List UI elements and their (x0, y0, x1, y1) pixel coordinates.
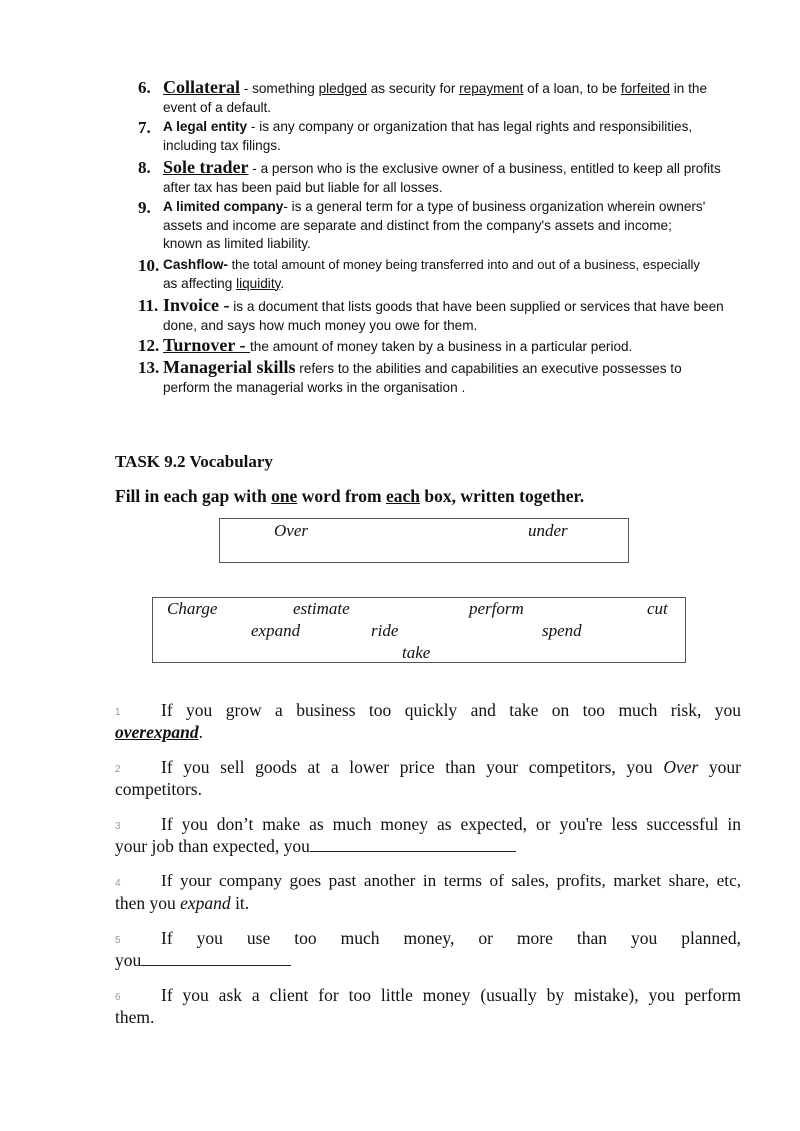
box-word: Over (274, 521, 308, 540)
definition-text: - is a general term for a type of business organization wherein owners' (283, 199, 706, 214)
question-item (115, 984, 741, 1028)
definition-text: something (252, 81, 319, 96)
prefix-word-box (219, 518, 629, 563)
instruction-underlined: each (385, 486, 420, 506)
definition-text: perform the managerial works in the organisation . (163, 379, 466, 395)
separator: - (239, 81, 253, 96)
question-number: 1 (115, 707, 121, 718)
box-word: cut (647, 599, 668, 618)
question-number: 3 (115, 821, 121, 832)
definition-text: as affecting (163, 275, 237, 291)
box-word: perform (469, 599, 524, 618)
question-line: you (115, 950, 142, 970)
question-text (115, 984, 741, 1006)
underlined-word: pledged (318, 81, 367, 96)
question-line: your job than expected, you (115, 836, 310, 856)
definition-item (138, 78, 748, 118)
definition-text: the total amount of money being transferred into and out of a business, especially (227, 257, 700, 272)
question-line: . (198, 722, 203, 742)
definition-item (138, 118, 748, 158)
question-item (115, 870, 741, 914)
box-word: take (402, 643, 431, 662)
definition-text: assets and income are separate and distinct from the company's assets and income; (163, 217, 672, 233)
question-line: If your company goes past another in terms of sales, profits, market share, etc, (161, 871, 741, 890)
question-line: If you grow a business too quickly and take on too much risk, you (161, 700, 741, 720)
definition-item (138, 296, 748, 336)
item-number: 13. (138, 358, 160, 377)
question-number: 4 (115, 878, 121, 889)
question-text (115, 927, 741, 949)
question-line: your (698, 757, 742, 777)
term-legal-entity: A legal entity (163, 119, 248, 134)
definition-text: event of a default. (163, 99, 272, 115)
question-text (115, 813, 741, 835)
answer-text: expand (180, 893, 231, 913)
box-word: under (528, 521, 568, 540)
question-text (115, 870, 741, 892)
question-line: competitors. (115, 779, 202, 799)
question-line: then you (115, 893, 181, 913)
question-text (115, 756, 741, 778)
term-turnover: Turnover - (163, 335, 251, 355)
definition-item (138, 336, 748, 358)
definition-text: of a loan, to be (523, 81, 621, 96)
definition-text: - a person who is the exclusive owner of a business, entitled to keep all profits (248, 161, 721, 176)
definition-text: in the (670, 81, 708, 96)
definition-item (138, 358, 748, 398)
question-line: If you sell goods at a lower price than your competitors, you (161, 757, 653, 777)
term-invoice: Invoice - (163, 295, 230, 315)
term-limited-company: A limited company (163, 199, 284, 214)
question-line: it. (230, 893, 250, 913)
definition-text: the amount of money taken by a business in a particular period. (250, 339, 633, 354)
underlined-word: forfeited (620, 81, 670, 96)
instruction-underlined: one (271, 486, 298, 506)
definition-item (138, 198, 748, 256)
question-item (115, 813, 741, 857)
definition-text: . (280, 275, 285, 291)
question-number: 2 (115, 764, 121, 775)
question-text (115, 699, 741, 721)
instruction-text: box, written together. (419, 486, 585, 506)
box-word: expand (251, 621, 301, 640)
question-item (115, 699, 741, 743)
verb-word-box (152, 597, 686, 663)
definition-text: - is any company or organization that has legal rights and responsibilities, (247, 119, 693, 134)
definition-text: done, and says how much money you owe for them. (163, 317, 478, 333)
box-word: Charge (167, 599, 218, 618)
definition-text: known as limited liability. (163, 236, 311, 251)
definition-text: is a document that lists goods that have been supplied or services that have been (229, 299, 724, 314)
item-number: 10. (138, 256, 160, 275)
definition-text: refers to the abilities and capabilities an executive possesses to (295, 361, 682, 376)
term-cashflow: Cashflow- (163, 257, 228, 272)
instruction-text: word from (297, 486, 386, 506)
question-line: If you use too much money, or more than you planned, (161, 928, 741, 948)
item-number: 9. (138, 198, 151, 217)
question-line: If you ask a client for too little money (usually by mistake), you perform (161, 985, 741, 1005)
instruction-text: Fill in each gap with (115, 486, 272, 506)
answer-text: Over (663, 757, 699, 777)
item-number: 7. (138, 118, 151, 137)
box-word: estimate (293, 599, 350, 618)
definition-text: including tax filings. (163, 137, 281, 153)
question-item (115, 756, 741, 800)
term-managerial-skills: Managerial skills (163, 357, 296, 377)
item-number: 11. (138, 296, 159, 315)
item-number: 8. (138, 158, 151, 177)
task-instruction (115, 486, 584, 507)
underlined-word: repayment (459, 81, 524, 96)
underlined-word: liquidity (236, 275, 281, 291)
answer-blank[interactable] (310, 837, 516, 852)
question-number: 6 (115, 992, 121, 1003)
answer-text: overexpand (115, 722, 199, 742)
definition-item (138, 158, 748, 198)
definition-list (138, 78, 748, 398)
answer-blank[interactable] (141, 951, 291, 966)
term-sole-trader: Sole trader (163, 157, 249, 177)
question-item (115, 927, 741, 971)
definition-item (138, 256, 748, 296)
item-number: 6. (138, 78, 151, 97)
task-title: TASK 9.2 Vocabulary (115, 452, 273, 471)
question-number: 5 (115, 935, 121, 946)
item-number: 12. (138, 336, 160, 355)
question-line: them. (115, 1007, 155, 1027)
definition-text: as security for (366, 81, 460, 96)
term-collateral: Collateral (163, 77, 240, 97)
question-line: If you don’t make as much money as expected, or you're less successful in (161, 814, 741, 834)
box-word: spend (542, 621, 582, 640)
definition-text: after tax has been paid but liable for all losses. (163, 179, 443, 195)
box-word: ride (371, 621, 399, 640)
